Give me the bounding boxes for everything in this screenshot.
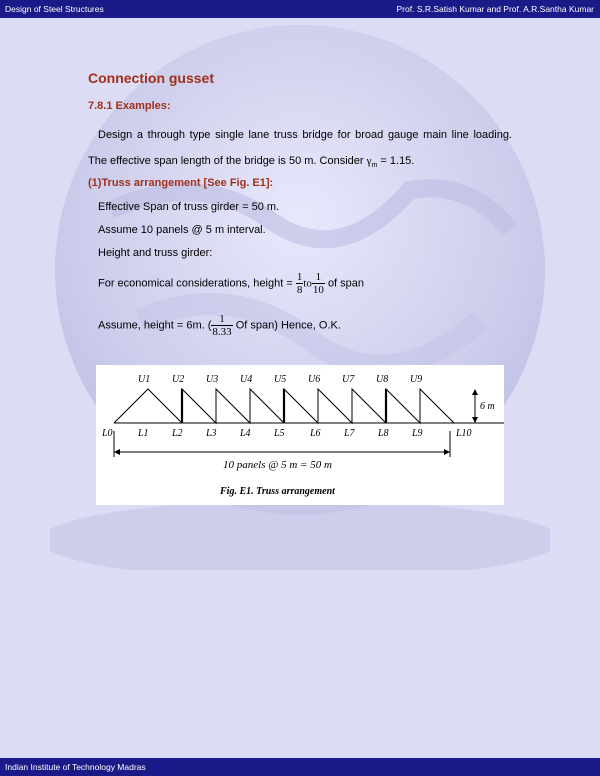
diagonal-4 [386, 389, 454, 423]
node-label-l3: L3 [206, 428, 217, 439]
height-arrow-bottom [472, 417, 478, 423]
subsection-heading: 7.8.1 Examples: [88, 100, 171, 112]
fraction-denominator: 8.33 [212, 326, 232, 338]
problem-statement [88, 122, 512, 179]
problem-text-end: = 1.15. [377, 155, 415, 167]
node-label-l10: L10 [456, 428, 472, 439]
fraction-denominator: 10 [312, 284, 324, 296]
section-heading: Connection gusset [88, 70, 215, 86]
fraction-numerator: 1 [312, 271, 325, 284]
node-label-l8: L8 [378, 428, 389, 439]
node-label-u4: U4 [240, 374, 253, 385]
truss-diagram [96, 365, 504, 505]
economical-height-line [98, 271, 364, 296]
node-label-u7: U7 [342, 374, 355, 385]
diagonal-2 [182, 389, 284, 423]
node-label-l0: L0 [102, 428, 113, 439]
figure-caption: Fig. E1. Truss arrangement [220, 486, 335, 497]
economical-prefix: For economical considerations, height = [98, 277, 293, 290]
lower-node-labels [101, 428, 472, 439]
node-label-l2: L2 [172, 428, 183, 439]
fraction-one-over-833 [211, 313, 232, 338]
gamma-symbol: γ [366, 155, 372, 167]
truss-figure [96, 365, 504, 505]
node-label-u5: U5 [274, 374, 287, 385]
node-label-l6: L6 [310, 428, 321, 439]
fraction-denominator: 8 [296, 284, 303, 296]
node-label-l4: L4 [240, 428, 251, 439]
fraction-numerator: 1 [211, 313, 232, 326]
node-label-l7: L7 [344, 428, 355, 439]
header-course-title: Design of Steel Structures [5, 4, 104, 14]
fraction-numerator: 1 [296, 271, 303, 283]
footer-institute: Indian Institute of Technology Madras [5, 762, 146, 772]
diagonal-1 [114, 389, 182, 423]
node-label-l1: L1 [138, 428, 149, 439]
economical-suffix: of span [327, 277, 365, 290]
node-label-l5: L5 [274, 428, 285, 439]
span-line: Effective Span of truss girder = 50 m. [98, 201, 280, 213]
page-header [0, 0, 600, 18]
diagonal-3 [284, 389, 386, 423]
problem-text: Design a through type single lane truss bridge for broad gauge main line loading. The effective span length of the bridge is 50 m. Consider [88, 129, 512, 167]
node-label-u8: U8 [376, 374, 389, 385]
span-arrow-right [444, 449, 450, 455]
upper-node-labels [138, 374, 422, 385]
height-dimension-label: 6 m [480, 401, 495, 412]
height-heading-line: Height and truss girder: [98, 247, 213, 259]
assume-suffix: Of span) Hence, O.K. [235, 319, 341, 332]
node-label-u6: U6 [308, 374, 321, 385]
node-label-u1: U1 [138, 374, 151, 385]
node-label-l9: L9 [412, 428, 423, 439]
assumed-height-line [98, 313, 341, 338]
fraction-one-tenth [312, 271, 325, 296]
span-arrow-left [114, 449, 120, 455]
header-authors: Prof. S.R.Satish Kumar and Prof. A.R.Santha Kumar [396, 4, 594, 14]
node-label-u2: U2 [172, 374, 185, 385]
panels-line: Assume 10 panels @ 5 m interval. [98, 224, 266, 236]
height-arrow-top [472, 389, 478, 395]
to-word: to [303, 277, 312, 290]
node-label-u9: U9 [410, 374, 423, 385]
span-dimension-label: 10 panels @ 5 m = 50 m [223, 459, 332, 471]
gamma-subscript: m [371, 162, 378, 170]
truss-arrangement-heading: (1)Truss arrangement [See Fig. E1]: [88, 177, 274, 189]
node-label-u3: U3 [206, 374, 219, 385]
assume-prefix: Assume, height = 6m. ( [98, 319, 212, 332]
page-footer [0, 758, 600, 776]
